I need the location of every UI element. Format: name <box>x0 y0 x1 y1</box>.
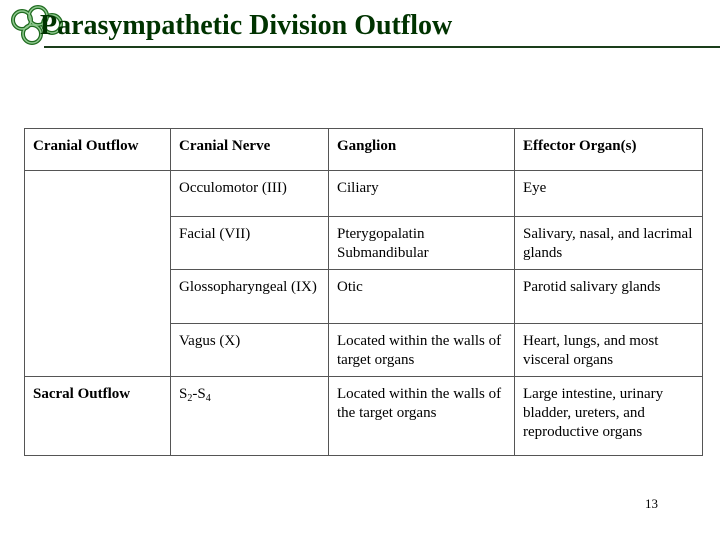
sacral-nerve-letter: S <box>179 386 188 402</box>
sacral-nerve-letter: S <box>197 386 206 402</box>
outflow-table <box>24 128 703 456</box>
nerve-cell <box>171 377 329 456</box>
sacral-nerve-subscript: 2 <box>187 393 193 404</box>
effector-cell: Salivary, nasal, and lacrimal glands <box>515 217 703 270</box>
effector-cell: Eye <box>515 171 703 217</box>
table-header-row <box>25 129 703 171</box>
table-row <box>25 377 703 456</box>
header-ganglion: Ganglion <box>329 129 515 171</box>
page-number: 13 <box>645 496 658 511</box>
page-title: Parasympathetic Division Outflow <box>40 10 453 41</box>
effector-cell: Large intestine, urinary bladder, ureters, and reproductive organs <box>515 377 703 456</box>
title-underline <box>44 46 720 48</box>
table-row <box>25 171 703 217</box>
cranial-outflow-spacer <box>25 171 171 377</box>
cranial-outflow-label: Cranial Outflow <box>25 129 171 171</box>
nerve-cell: Glossopharyngeal (IX) <box>171 270 329 324</box>
sacral-outflow-label: Sacral Outflow <box>25 377 171 456</box>
ganglion-cell: Located within the walls of the target organs <box>329 377 515 456</box>
sacral-nerve-subscript: 4 <box>205 393 211 404</box>
ganglion-cell: Ciliary <box>329 171 515 217</box>
nerve-cell: Occulomotor (III) <box>171 171 329 217</box>
ganglion-cell: Located within the walls of target organs <box>329 324 515 377</box>
nerve-cell: Vagus (X) <box>171 324 329 377</box>
ganglion-cell: Pterygopalatin Submandibular <box>329 217 515 270</box>
sacral-nerve-separator: - <box>192 386 198 402</box>
effector-cell: Parotid salivary glands <box>515 270 703 324</box>
nerve-cell: Facial (VII) <box>171 217 329 270</box>
ganglion-cell: Otic <box>329 270 515 324</box>
header-cranial-nerve: Cranial Nerve <box>171 129 329 171</box>
effector-cell: Heart, lungs, and most visceral organs <box>515 324 703 377</box>
header-effector-organs: Effector Organ(s) <box>515 129 703 171</box>
